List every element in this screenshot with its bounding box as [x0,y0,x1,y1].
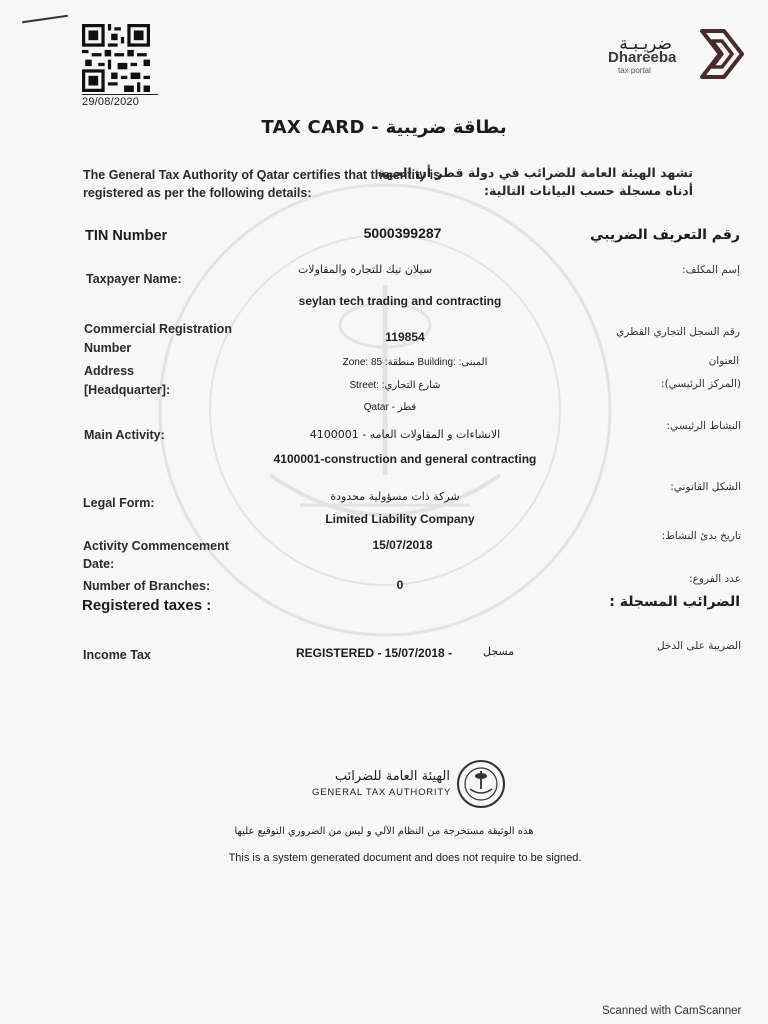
tin-value: 5000399287 [363,225,442,241]
headquarter-label-ar: (المركز الرئيسي): [661,378,741,390]
commercial-reg-label: Commercial Registration Number [84,322,232,355]
tin-label: TIN Number [85,228,168,244]
branches-label-ar: عدد الفروع: [689,573,741,585]
gta-emblem-icon [456,759,506,809]
address-label: Address [Headquarter]: [84,364,171,397]
commercial-reg-label-ar: رقم السجل التجاري القطري [616,326,740,338]
legal-form-en: Limited Liability Company [325,512,475,526]
authority-name-en: GENERAL TAX AUTHORITY [312,787,452,798]
address-line-country: Qatar - قطر [363,402,417,413]
legal-form-label: Legal Form: [83,496,155,510]
address-label-ar: العنوان [708,355,739,367]
tin-label-ar: رقم التعريف الضريبي [590,227,740,243]
registered-taxes-heading-ar: الضرائب المسجلة : [609,594,740,610]
branches-label: Number of Branches: [83,579,211,593]
commencement-label-ar: تاريخ بدئ النشاط: [661,530,741,542]
main-activity-en: 4100001-construction and general contracting [273,452,537,466]
commercial-reg-value: 119854 [385,330,425,344]
taxpayer-label-ar: إسم المكلف: [682,264,740,276]
disclaimer-en: This is a system generated document and does not require to be signed. [228,852,582,864]
authority-name-ar: الهيئة العامة للضرائب [334,769,450,784]
main-activity-label: Main Activity: [84,428,165,442]
scan-mark [22,15,68,23]
document-title: TAX CARD - بطاقة ضريبية [261,117,507,138]
commencement-date: 15/07/2018 [372,538,433,552]
income-tax-status-ar: مسجل [483,645,515,658]
income-tax-label-ar: الضريبة على الدخل [657,640,741,652]
scanner-watermark-text: Scanned with CamScanner [602,1005,742,1017]
disclaimer-ar: هذه الوثيقة مستخرجة من النظام الآلي و ليس من الضروري التوقيع عليها [234,826,534,837]
dhareeba-chevron-logo-icon [696,27,746,81]
brand-subtitle: tax portal [618,66,651,75]
legal-form-label-ar: الشكل القانوني: [670,481,741,493]
legal-form-ar: شركة ذات مسؤولية محدودة [330,490,460,503]
income-tax-status: REGISTERED - 15/07/2018 - [296,646,453,660]
certification-text-ar: تشهد الهيئة العامة للضرائب في دولة قطر أن الجهة أدناه مسجلة حسب البيانات التالية: [377,165,693,198]
main-activity-ar: الانشاءات و المقاولات العامه - 4100001 [309,428,501,441]
registered-taxes-heading: Registered taxes : [82,597,212,614]
taxpayer-label: Taxpayer Name: [86,272,182,286]
qr-code-icon [82,24,150,92]
brand-wordmark: Dhareeba [608,49,677,66]
taxpayer-name-en: seylan tech trading and contracting [298,294,502,308]
address-line-street: Street: :شارع التجاري [349,380,441,391]
main-activity-label-ar: النشاط الرئيسي: [666,420,741,432]
address-line-zone: Zone: 85 :منطقة Building: :المبنى [342,357,488,368]
issue-date: 29/08/2020 [82,94,158,108]
income-tax-label: Income Tax [83,648,151,662]
certification-text-en: The General Tax Authority of Qatar certifies that the entity is registered as per the following details: [83,168,441,200]
branches-value: 0 [396,578,404,592]
taxpayer-name-ar: سيلان تيك للتجاره والمقاولات [297,263,433,276]
commencement-label: Activity Commencement Date: [83,539,229,571]
brand-arabic-wordmark: ضريـبـة [619,34,672,54]
